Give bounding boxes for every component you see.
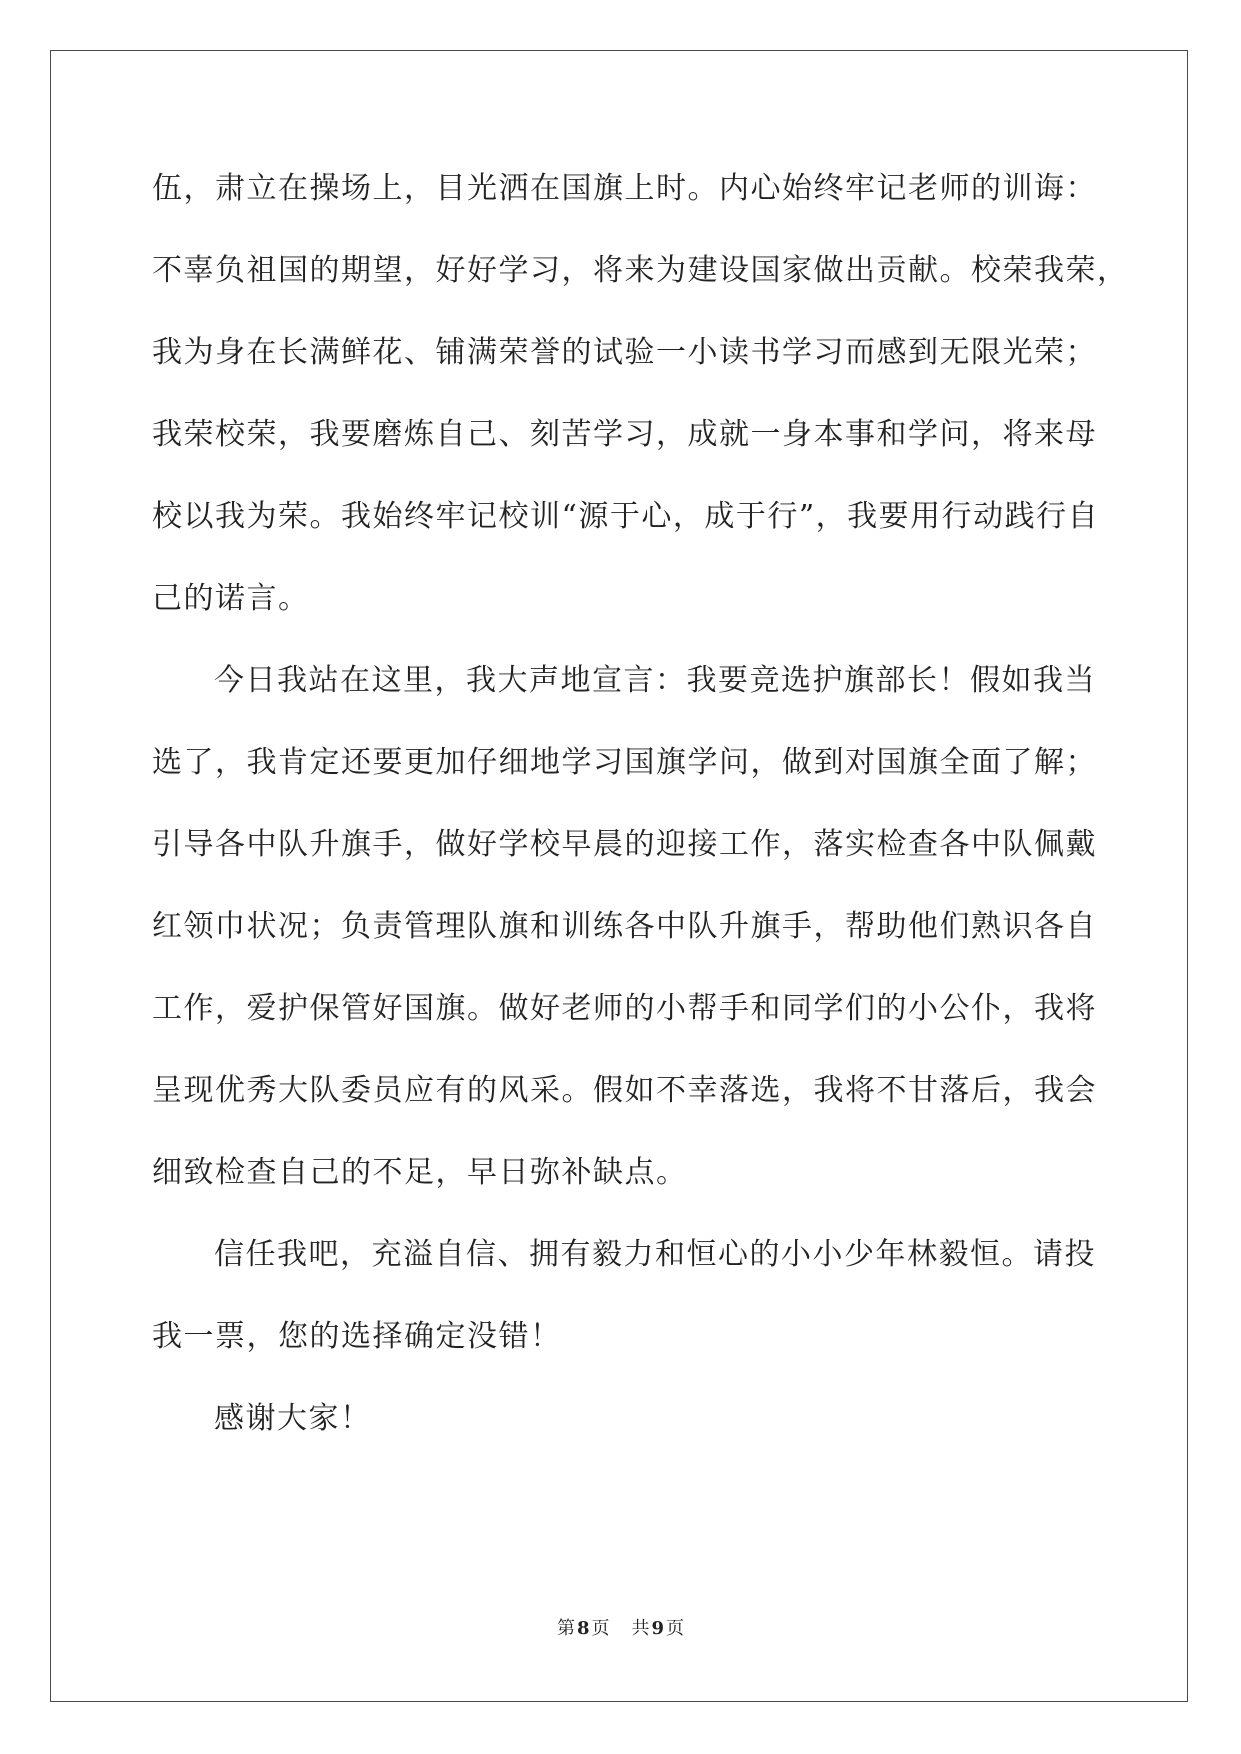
text-line: 引导各中队升旗手，做好学校早晨的迎接工作，落实检查各中队佩戴 (152, 827, 1097, 862)
text-line: 己的诺言。 (152, 581, 310, 616)
text-line: 我荣校荣，我要磨炼自己、刻苦学习，成就一身本事和学问，将来母 (152, 417, 1097, 452)
paragraph-start-line: 今日我站在这里，我大声地宣言：我要竞选护旗部长！假如我当 (214, 663, 1096, 698)
document-body (152, 148, 1129, 1460)
text-line: 选了，我肯定还要更加仔细地学习国旗学问，做到对国旗全面了解； (152, 745, 1097, 780)
total-prefix: 共 (631, 1618, 650, 1639)
total-suffix: 页 (666, 1618, 685, 1639)
text-line: 我为身在长满鲜花、铺满荣誉的试验一小读书学习而感到无限光荣； (152, 335, 1097, 370)
page-prefix: 第 (556, 1618, 575, 1639)
page-suffix: 页 (591, 1618, 610, 1639)
text-line: 工作，爱护保管好国旗。做好老师的小帮手和同学们的小公仆，我将 (152, 991, 1097, 1026)
text-line: 呈现优秀大队委员应有的风采。假如不幸落选，我将不甘落后，我会 (152, 1073, 1097, 1108)
text-line: 伍，肃立在操场上，目光洒在国旗上时。内心始终牢记老师的训诲： (152, 171, 1097, 206)
text-line: 不辜负祖国的期望，好好学习，将来为建设国家做出贡献。校荣我荣， (152, 253, 1129, 288)
current-page-number: 8 (576, 1618, 590, 1639)
text-line: 我一票，您的选择确定没错！ (152, 1319, 562, 1354)
paragraph-start-line: 感谢大家！ (214, 1401, 372, 1436)
page-footer (0, 1614, 1241, 1640)
text-line: 红领巾状况；负责管理队旗和训练各中队升旗手，帮助他们熟识各自 (152, 909, 1097, 944)
text-line: 校以我为荣。我始终牢记校训“源于心，成于行”，我要用行动践行自 (152, 499, 1100, 534)
paragraph-start-line: 信任我吧，充溢自信、拥有毅力和恒心的小小少年林毅恒。请投 (214, 1237, 1096, 1272)
total-pages-number: 9 (651, 1618, 665, 1639)
text-line: 细致检查自己的不足，早日弥补缺点。 (152, 1155, 688, 1190)
